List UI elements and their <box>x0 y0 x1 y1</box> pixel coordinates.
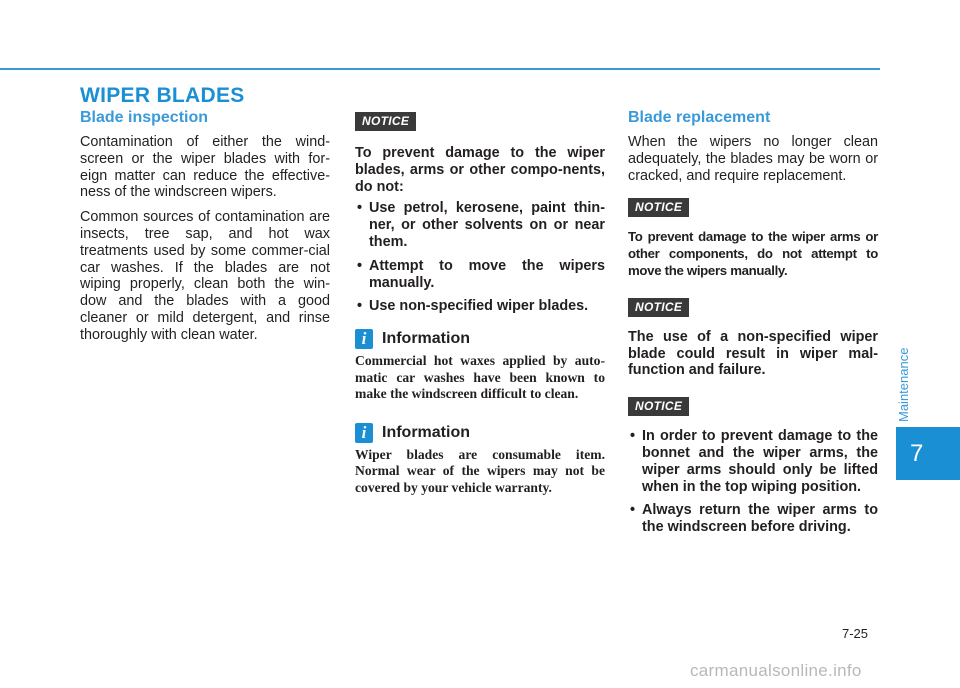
paragraph-contamination: Contamination of either the wind-screen or the wiper blades with for-eign matter can reduce the effective-ness of the windscreen wipers. <box>80 134 330 201</box>
info-icon: i <box>355 329 373 349</box>
chapter-tab: 7 <box>896 427 960 480</box>
header-rule <box>0 68 880 70</box>
notice-badge: NOTICE <box>628 397 689 416</box>
column-notices-information <box>355 108 605 516</box>
section-heading-blade-inspection: Blade inspection <box>80 109 209 126</box>
info-icon: i <box>355 423 373 443</box>
information-title: Information <box>382 423 470 441</box>
list-item: • Attempt to move the wipers manually. <box>355 258 605 292</box>
column-blade-replacement <box>628 108 878 544</box>
notice-text-non-specified: The use of a non-specified wiper blade could result in wiper mal-function and failure. <box>628 328 878 379</box>
list-item: • Use petrol, kerosene, paint thin-ner, or other solvents on or near them. <box>355 200 605 250</box>
notice-list <box>628 428 878 536</box>
notice-badge: NOTICE <box>355 112 416 131</box>
notice-badge: NOTICE <box>628 198 689 217</box>
list-item: • In order to prevent damage to the bonnet and the wiper arms, the wiper arms should only be lifted when in the top wiping position. <box>628 428 878 495</box>
information-text-consumable: Wiper blades are consumable item. Normal wear of the wipers may not be covered by your vehicle warranty. <box>355 446 605 495</box>
page-number: 7-25 <box>842 626 869 641</box>
section-heading-blade-replacement: Blade replacement <box>628 109 771 126</box>
information-header <box>355 329 605 349</box>
information-title: Information <box>382 330 470 348</box>
paragraph-common-sources: Common sources of contamination are insects, tree sap, and hot wax treatments used by some commer-cial car washes. If the blades are not wiping properly, clean both the win-dow and the blades with a good cleaner or mild detergent, and rinse thoroughly with clean water. <box>80 209 330 343</box>
list-item: • Always return the wiper arms to the windscreen before driving. <box>628 502 878 536</box>
notice-intro: To prevent damage to the wiper blades, arms or other compo-nents, do not: <box>355 145 605 195</box>
paragraph-replacement-intro: When the wipers no longer clean adequately, the blades may be worn or cracked, and require replacement. <box>628 134 878 184</box>
watermark: carmanualsonline.info <box>690 661 862 680</box>
section-label-maintenance: Maintenance <box>896 347 911 423</box>
information-text-hot-wax: Commercial hot waxes applied by auto-matic car washes have been known to make the windscreen difficult to clean. <box>355 353 605 402</box>
notice-badge: NOTICE <box>628 298 689 317</box>
page-title: WIPER BLADES <box>80 84 245 107</box>
notice-list <box>355 200 605 315</box>
information-header <box>355 423 605 443</box>
notice-text-move-wipers: To prevent damage to the wiper arms or other components, do not attempt to move the wipers manually. <box>628 229 878 278</box>
list-item: • Use non-specified wiper blades. <box>355 298 605 315</box>
column-blade-inspection <box>80 108 330 352</box>
